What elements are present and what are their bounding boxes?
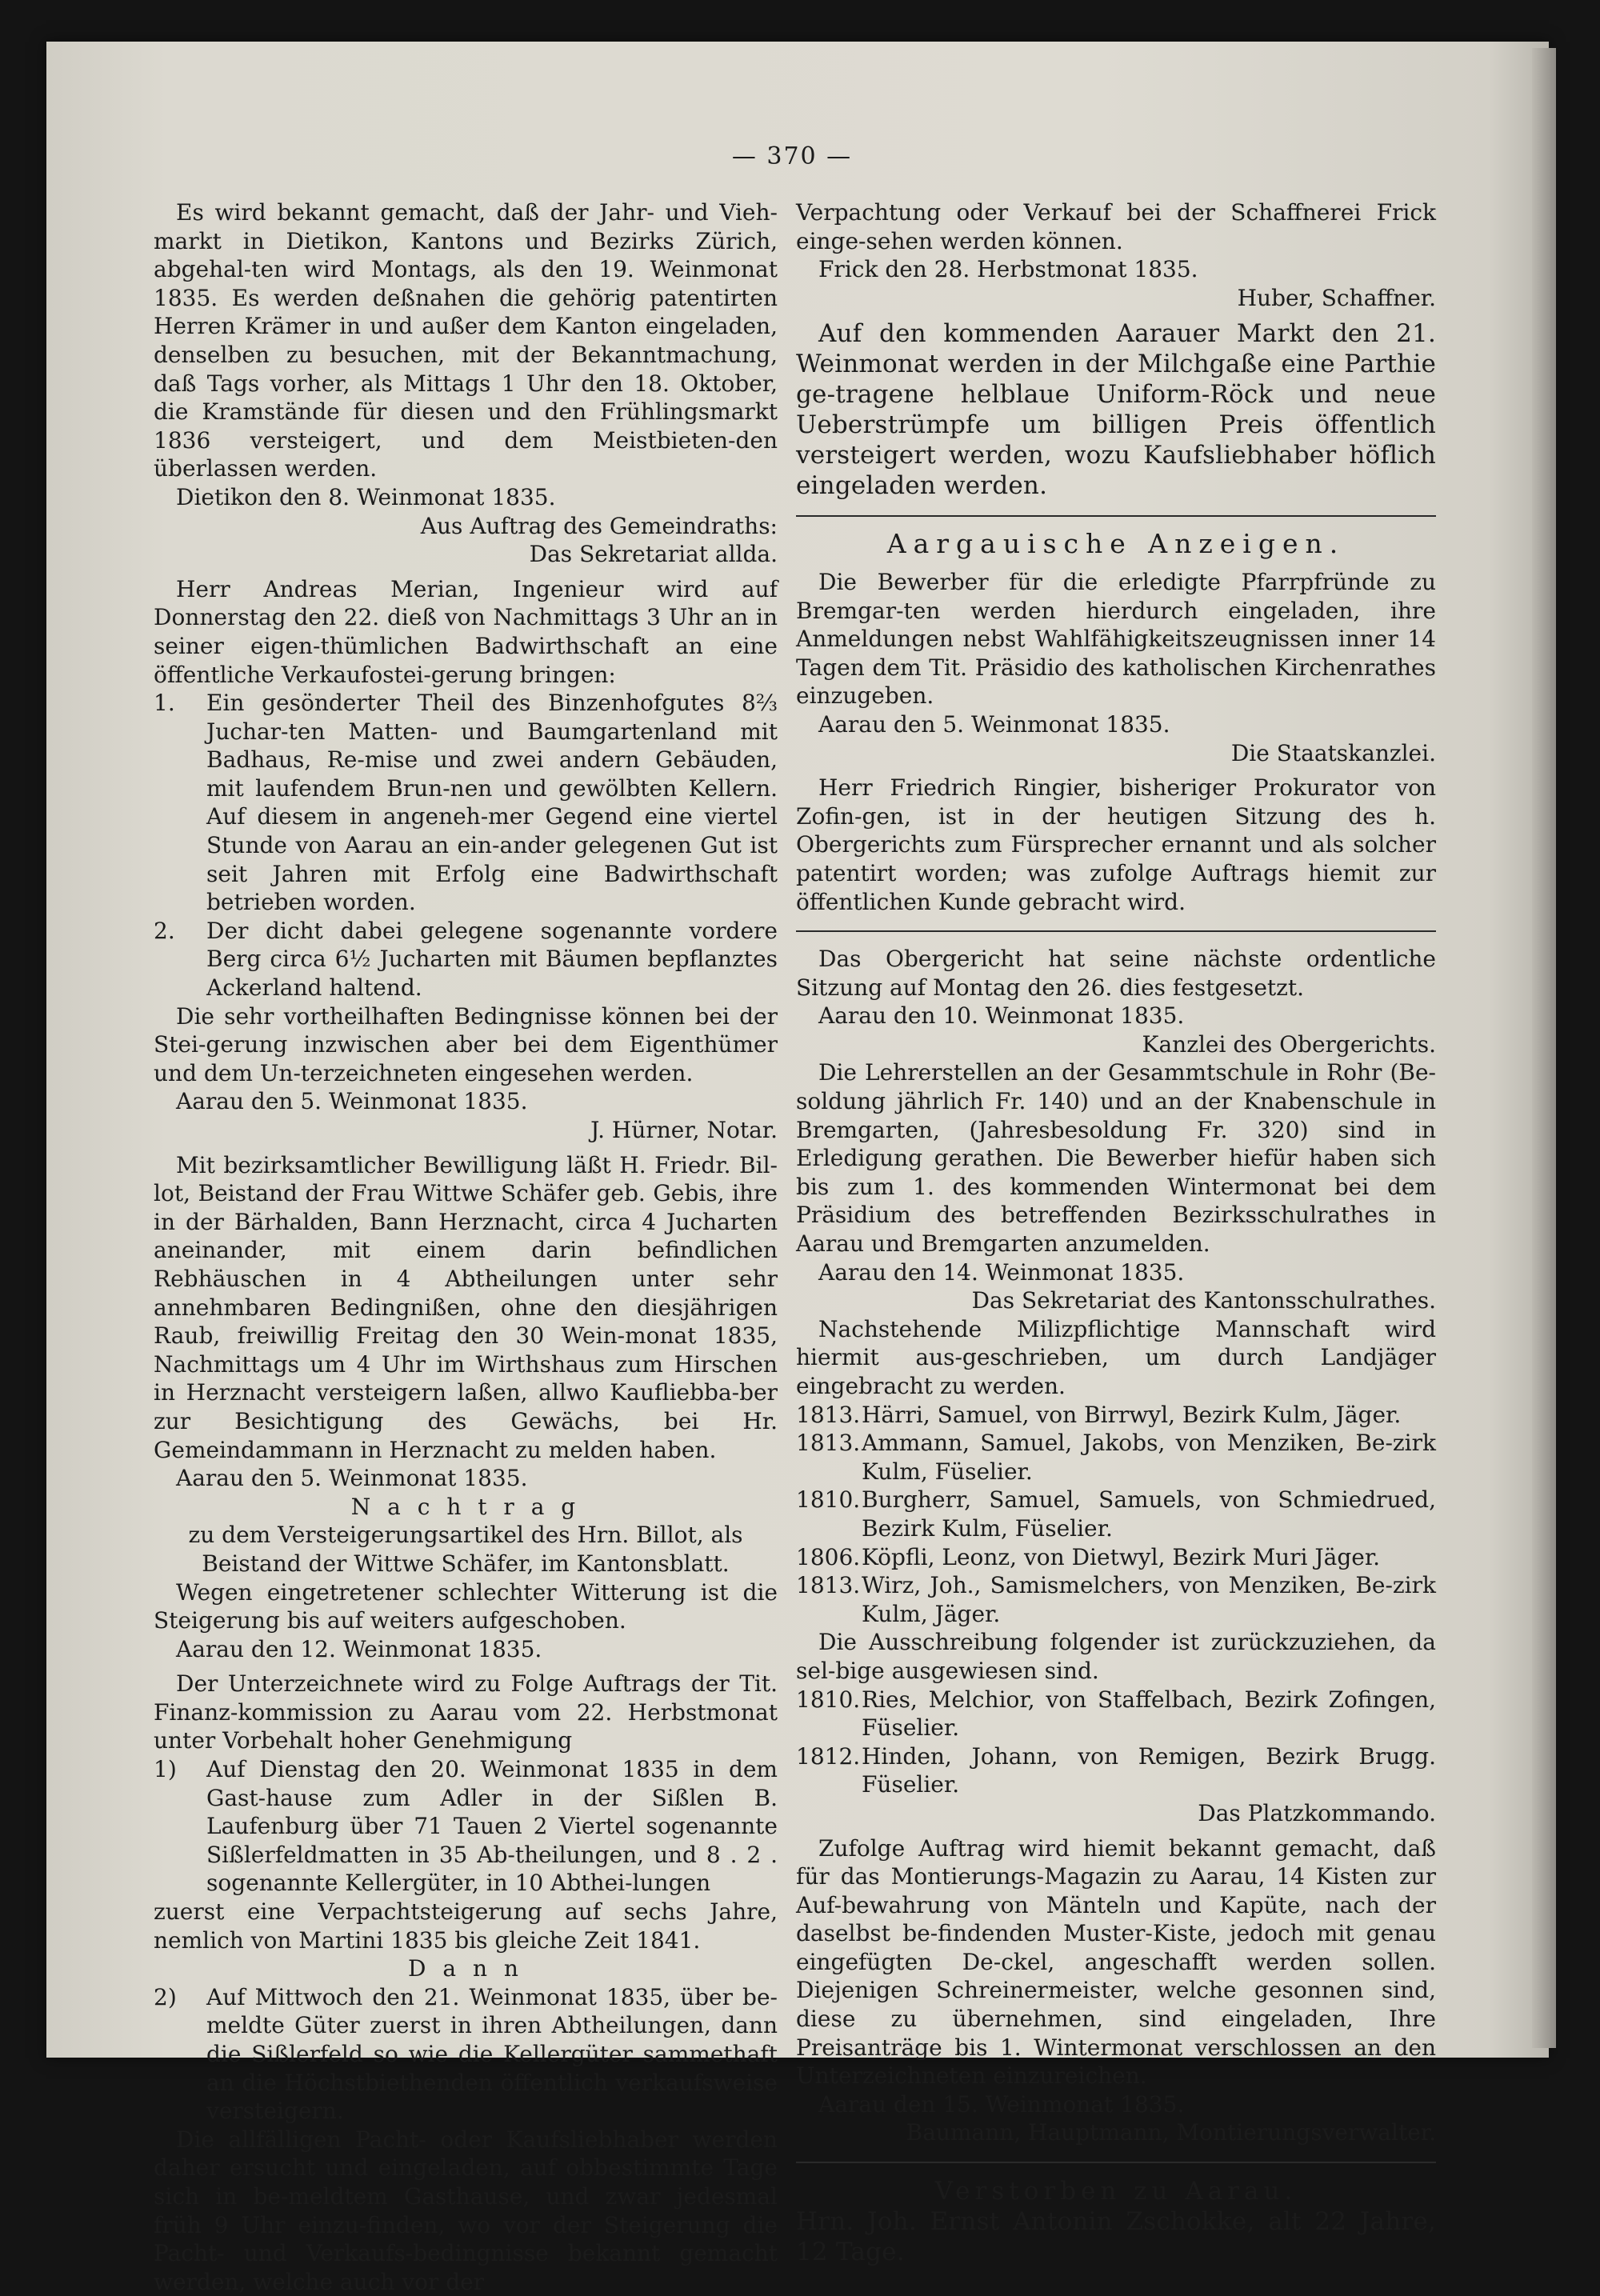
birth-year: 1812. — [796, 1742, 861, 1770]
conscript-details: Burgherr, Samuel, Samuels, von Schmiedrued, Bezirk Kulm, Füselier. — [862, 1486, 1436, 1542]
notice-paragraph: Der Unterzeichnete wird zu Folge Auftrags der Tit. Finanz-kommission zu Aarau vom 22. Herbstmonat unter Vorbehalt hoher Genehmigung — [154, 1670, 778, 1754]
notice-paragraph: Die Bewerber für die erledigte Pfarrpfründe zu Bremgar-ten werden hierdurch eingeladen, ihre Anmeldungen nebst Wahlfähigkeitszeugnissen inner 14 Tagen dem Tit. Präsidio des katholischen Kirchenrathes einzugeben. — [796, 568, 1436, 710]
notice-paragraph: Zufolge Auftrag wird hiemit bekannt gemacht, daß für das Montierungs-Magazin zu Aarau, 14 Kisten zur Auf-bewahrung von Mänteln und Kapüte, nach der daselbst be-findenden Muster-Kiste, jedoch mit genau eingefügten De-ckel, angeschafft werden sollen. Diejenigen Schreinermeister, welche gesonnen sind, diese zu übernehmen, sind eingeladen, Ihre Preisanträge bis 1. Wintermonat verschlossen an den Unterzeichneten einzureichen. — [796, 1834, 1436, 2090]
notice-paragraph: Verstorben zu Aarau. — [934, 2177, 1298, 2206]
conscript-entry — [796, 1401, 1436, 1430]
notice-paragraph: Aarau den 5. Weinmonat 1835. — [176, 1465, 528, 1492]
conscript-details: Härri, Samuel, von Birrwyl, Bezirk Kulm, Jäger. — [862, 1401, 1402, 1428]
conscript-details: Ries, Melchior, von Staffelbach, Bezirk Zofingen, Füselier. — [862, 1686, 1436, 1742]
notice-paragraph: Kanzlei des Obergerichts. — [1142, 1030, 1436, 1058]
notice-paragraph: Aarau den 12. Weinmonat 1835. — [176, 1635, 542, 1662]
item-number: 1. — [154, 690, 175, 717]
notice-paragraph: Frick den 28. Herbstmonat 1835. — [818, 256, 1198, 283]
birth-year: 1813. — [796, 1572, 861, 1599]
notice-paragraph: Aarau den 10. Weinmonat 1835. — [818, 1002, 1185, 1030]
numbered-item — [154, 689, 778, 917]
notice-paragraph: Dietikon den 8. Weinmonat 1835. — [176, 483, 556, 510]
item-number: 2) — [154, 1983, 177, 2010]
notice-paragraph: Das Obergericht hat seine nächste ordentliche Sitzung auf Montag den 26. dies festgesetzt. — [796, 946, 1436, 1001]
notice-paragraph: Huber, Schaffner. — [1237, 284, 1436, 311]
birth-year: 1813. — [796, 1401, 861, 1428]
notice-paragraph: J. Hürner, Notar. — [590, 1117, 778, 1143]
notice-paragraph: D a n n — [408, 1955, 523, 1982]
notice-paragraph: Das Platzkommando. — [1198, 1799, 1436, 1826]
item-text: Der dicht dabei gelegene sogenannte vordere Berg circa 6½ Jucharten mit Bäumen bepflanztes Ackerland haltend. — [206, 917, 778, 1002]
notice-paragraph: Die Ausschreibung folgender ist zurückzuziehen, da sel-bige ausgewiesen sind. — [796, 1629, 1436, 1684]
conscript-entry — [796, 1686, 1436, 1742]
notice-paragraph: Die Staatskanzlei. — [1230, 739, 1436, 766]
notice-paragraph: Aus Auftrag des Gemeindraths: — [420, 512, 778, 539]
section-divider — [796, 2162, 1436, 2163]
birth-year: 1813. — [796, 1430, 861, 1457]
conscript-entry — [796, 1486, 1436, 1542]
left-column — [154, 198, 778, 2296]
notice-paragraph: Nachstehende Milizpflichtige Mannschaft wird hiermit aus-geschrieben, um durch Landjäger eingebracht zu werden. — [796, 1315, 1436, 1399]
notice-paragraph: Wegen eingetretener schlechter Witterung ist die Steigerung bis auf weiters aufgeschoben. — [154, 1578, 778, 1634]
notice-paragraph: Aarau den 15. Weinmonat 1835. — [818, 2090, 1185, 2118]
numbered-item — [154, 917, 778, 1002]
conscript-entry — [796, 1571, 1436, 1628]
section-divider — [796, 930, 1436, 932]
conscript-details: Hinden, Johann, von Remigen, Bezirk Brugg. Füselier. — [862, 1742, 1436, 1798]
notice-paragraph: Das Sekretariat des Kantonsschulrathes. — [971, 1287, 1436, 1314]
conscript-entry — [796, 1742, 1436, 1799]
section-divider — [796, 515, 1436, 517]
conscript-details: Wirz, Joh., Samismelchers, von Menziken, Be-zirk Kulm, Jäger. — [862, 1572, 1436, 1627]
item-text: Ein gesönderter Theil des Binzenhofgutes 8⅔ Juchar-ten Matten- und Baumgartenland mit Badhaus, Re-mise und zwei andern Gebäuden, mit laufendem Brun-nen und gewölbten Kellern. Auf diesem in angeneh-mer Gegend eine viertel Stunde von Aarau an ein-ander gelegenen Gut ist seit Jahren mit Erfolg eine Badwirthschaft betrieben worden. — [206, 690, 778, 916]
notice-paragraph: Hrn. Joh. Ernst Antonin Zschokke, alt 22 Jahre, 12 Tage. — [796, 2207, 1436, 2267]
item-text: Auf Mittwoch den 21. Weinmonat 1835, über be-meldte Güter zuerst in ihren Abtheilungen, dann die Sißlerfeld so wie die Kellergüter sammethaft an die Höchstbiethenden öffentlich verkaufsweise versteigern. — [206, 1983, 778, 2125]
notice-paragraph: Aarau den 14. Weinmonat 1835. — [818, 1258, 1185, 1286]
conscript-entry — [796, 1543, 1436, 1572]
item-number: 2. — [154, 917, 175, 944]
notice-paragraph: Herr Friedrich Ringier, bisheriger Prokurator von Zofin-gen, ist in der heutigen Sitzung des h. Obergerichts zum Fürsprecher ernannt und als solcher patentirt worden; was zufolge Auftrags hiemit zur öffentlichen Kunde gebracht wird. — [796, 774, 1436, 915]
notice-paragraph: Das Sekretariat allda. — [529, 541, 778, 568]
notice-paragraph: Herr Andreas Merian, Ingenieur wird auf Donnerstag den 22. dieß von Nachmittags 3 Uhr an in seiner eigen-thümlichen Badwirthschaft an eine öffentliche Verkaufostei-gerung bringen: — [154, 575, 778, 688]
notice-paragraph: Mit bezirksamtlicher Bewilligung läßt H. Friedr. Bil-lot, Beistand der Frau Wittwe Schäfer geb. Gebis, ihre in der Bärhalden, Bann Herznacht, circa 4 Jucharten aneinander, mit einem darin befindlichen Rebhäuschen in 4 Abtheilungen unter sehr annehmbaren Bedingnißen, ohne den diesjährigen Raub, freiwillig Freitag den 30 Wein-monat 1835, Nachmittags um 4 Uhr im Wirthshaus zum Hirschen in Herznacht versteigern laßen, allwo Kaufliebba-ber zur Besichtigung des Gewächs, bei Hr. Gemeindammann in Herznacht zu melden haben. — [154, 1151, 778, 1463]
conscript-entry — [796, 1429, 1436, 1486]
page-number: — 370 — — [731, 142, 853, 170]
right-column — [796, 198, 1436, 2267]
notice-paragraph: Aarau den 5. Weinmonat 1835. — [176, 1088, 528, 1115]
birth-year: 1810. — [796, 1686, 861, 1713]
numbered-item — [154, 1983, 778, 2126]
notice-paragraph: Aarau den 5. Weinmonat 1835. — [818, 710, 1170, 738]
birth-year: 1806. — [796, 1543, 861, 1570]
notice-paragraph: zuerst eine Verpachtsteigerung auf sechs Jahre, nemlich von Martini 1835 bis gleiche Zeit 1841. — [154, 1898, 778, 1954]
notice-paragraph: Baumann, Hauptmann, Montierungsverwalter. — [906, 2119, 1436, 2146]
numbered-item — [154, 1755, 778, 1898]
notice-paragraph: Die Lehrerstellen an der Gesammtschule in Rohr (Be-soldung jährlich Fr. 140) und an der Knabenschule in Bremgarten, (Jahresbesoldung Fr. 320) sind in Erledigung gerathen. Die Bewerber hiefür haben sich bis zum 1. des kommenden Wintermonat bei dem Präsidium des betreffenden Bezirksschulrathes in Aarau und Bremgarten anzumelden. — [796, 1059, 1436, 1258]
notice-paragraph: Die allfälligen Pacht- oder Kaufsliebhaber werden daher ersucht und eingeladen, auf obbestimmte Tage sich in be-meldtem Gasthause, und zwar jedesmal früh 9 Uhr einzu-finden, wo vor der Steigerung die Pacht- und Verkaufs-bedingnisse bekannt gemacht werden, welche auch vor der — [154, 2126, 778, 2295]
notice-paragraph: Es wird bekannt gemacht, daß der Jahr- und Vieh-markt in Dietikon, Kantons und Bezirks Zürich, abgehal-ten wird Montags, als den 19. Weinmonat 1835. Es werden deßnahen die gehörig patentirten Herren Krämer in und außer dem Kanton eingeladen, denselben zu besuchen, mit der Bekanntmachung, daß Tags vorher, als Mittags 1 Uhr den 18. Oktober, die Kramstände für diesen und den Frühlingsmarkt 1836 versteigert, und dem Meistbieten-den überlassen werden. — [154, 199, 778, 482]
item-number: 1) — [154, 1756, 177, 1783]
item-text: Auf Dienstag den 20. Weinmonat 1835 in dem Gast-hause zum Adler in der Sißlen B. Laufenburg über 71 Tauen 2 Viertel sogenannte Sißlerfeldmatten in 35 Ab-theilungen, und 8 . 2 . sogenannte Kellergüter, in 10 Abthei-lungen — [206, 1756, 778, 1897]
notice-paragraph: N a c h t r a g — [350, 1493, 581, 1520]
conscript-details: Ammann, Samuel, Jakobs, von Menziken, Be-zirk Kulm, Füselier. — [862, 1430, 1436, 1485]
notice-paragraph: Auf den kommenden Aarauer Markt den 21. Weinmonat werden in der Milchgaße eine Parthie ge-tragene helblaue Uniform-Röck und neue Ueberstrümpfe um billigen Preis öffentlich versteigert werden, wozu Kaufsliebhaber höflich eingeladen werden. — [796, 319, 1436, 501]
notice-paragraph: Die sehr vortheilhaften Bedingnisse können bei der Stei-gerung inzwischen aber bei dem Eigenthümer und dem Un-terzeichneten eingesehen werden. — [154, 1002, 778, 1086]
page-edge — [1532, 48, 1556, 2048]
birth-year: 1810. — [796, 1486, 861, 1514]
notice-paragraph: zu dem Versteigerungsartikel des Hrn. Billot, als Beistand der Wittwe Schäfer, im Kantonsblatt. — [188, 1522, 743, 1577]
conscript-details: Köpfli, Leonz, von Dietwyl, Bezirk Muri Jäger. — [862, 1543, 1381, 1570]
section-heading: Aargauische Anzeigen. — [886, 528, 1346, 560]
notice-paragraph: Verpachtung oder Verkauf bei der Schaffnerei Frick einge-sehen werden können. — [796, 199, 1436, 254]
